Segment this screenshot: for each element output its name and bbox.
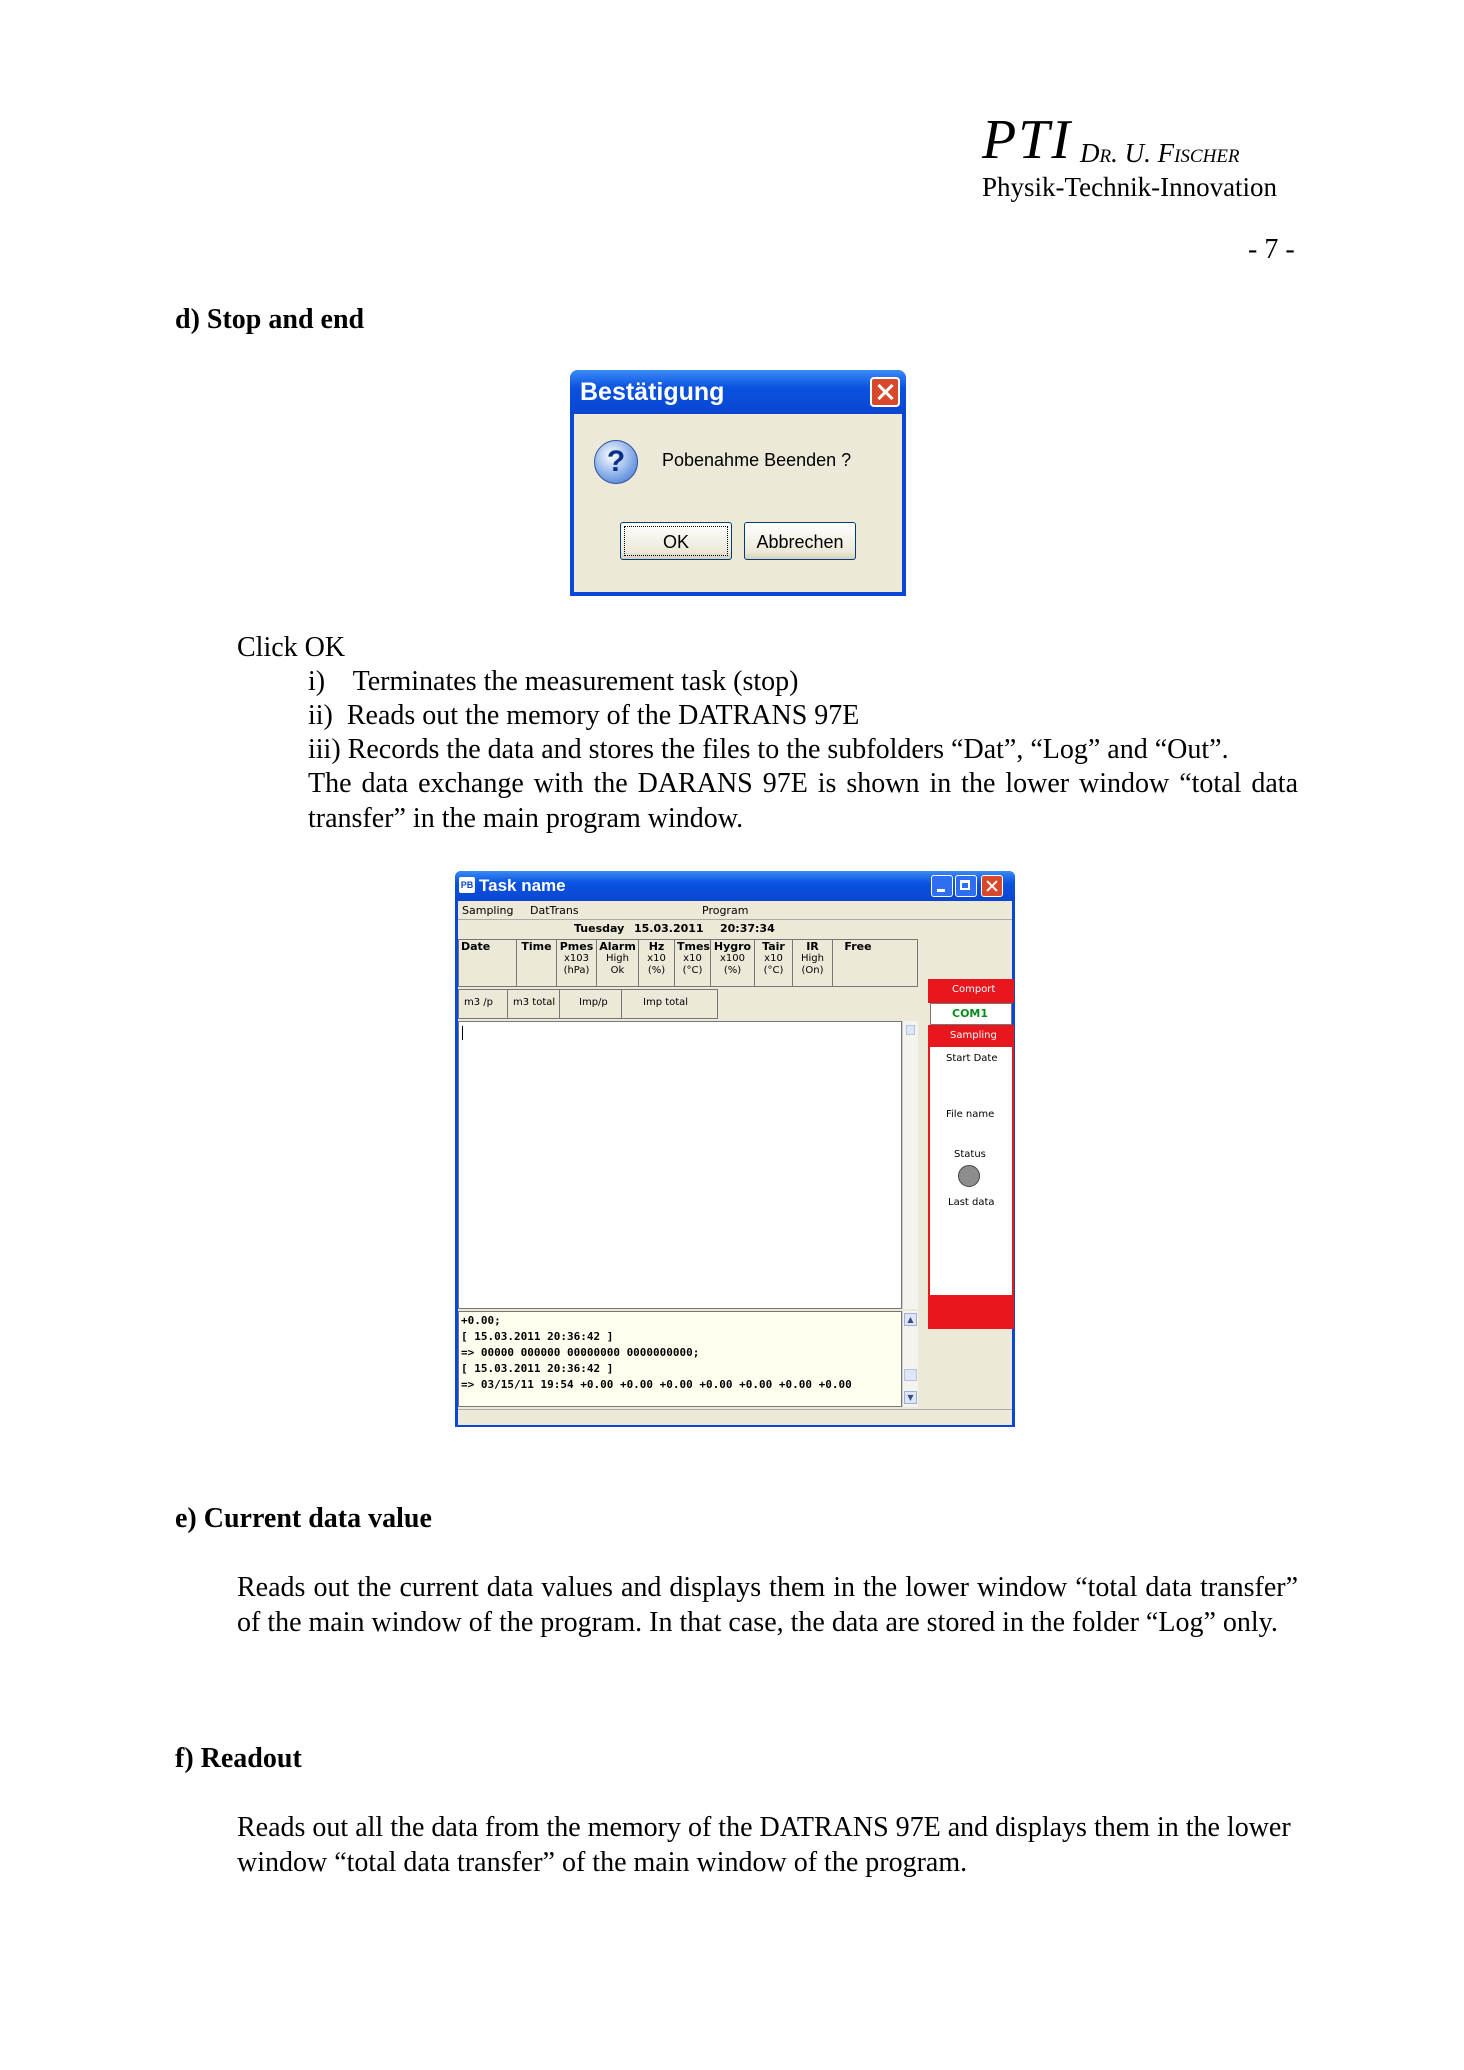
- section-d-heading: d) Stop and end: [175, 304, 365, 335]
- ok-button[interactable]: OK: [620, 522, 732, 560]
- col-alarm: Alarm High Ok: [597, 940, 639, 986]
- col-tmes: Tmes x10 (°C): [675, 940, 711, 986]
- question-icon: ?: [594, 440, 638, 484]
- section-f-paragraph: Reads out all the data from the memory of the DATRANS 97E and displays them in the lower window “total data transfer” of the main window of the program.: [237, 1812, 1291, 1878]
- section-e-heading: e) Current data value: [175, 1503, 432, 1534]
- window-titlebar[interactable]: [455, 871, 1015, 901]
- log-line: [ 15.03.2011 20:36:42 ]: [461, 1330, 614, 1343]
- subcol-imp-p: Imp/p: [579, 997, 608, 1008]
- col-pmes: Pmes x103 (hPa): [557, 940, 597, 986]
- col-hygro: Hygro x100 (%): [711, 940, 755, 986]
- close-icon[interactable]: [981, 875, 1003, 897]
- section-d-paragraph: The data exchange with the DARANS 97E is shown in the lower window “total data transfer” in the main program window.: [308, 768, 1298, 834]
- log-line: => 03/15/11 19:54 +0.00 +0.00 +0.00 +0.00 +0.00 +0.00 +0.00: [461, 1378, 852, 1391]
- window-body: [458, 901, 1012, 1424]
- window-title: Task name: [479, 876, 566, 895]
- section-f-heading: f) Readout: [175, 1743, 302, 1774]
- click-ok-text: Click OK: [237, 632, 346, 663]
- minimize-icon[interactable]: [931, 875, 953, 897]
- col-ir: IR High (On): [793, 940, 833, 986]
- dialog-body: [574, 414, 902, 592]
- sampling-footer: [928, 1295, 1014, 1329]
- menu-sampling[interactable]: Sampling: [462, 904, 514, 917]
- log-line: +0.00;: [461, 1314, 501, 1327]
- maximize-icon[interactable]: [955, 875, 977, 897]
- col-hz: Hz x10 (%): [639, 940, 675, 986]
- col-time: Time: [517, 940, 557, 986]
- date-label: 15.03.2011: [634, 922, 704, 935]
- total-data-transfer-log[interactable]: [458, 1311, 902, 1407]
- task-window: [455, 871, 1015, 1427]
- data-table-area[interactable]: [458, 1021, 902, 1309]
- scroll-down-icon[interactable]: ▼: [904, 1391, 917, 1404]
- cancel-button[interactable]: Abbrechen: [744, 522, 856, 560]
- company-logo: PTI: [982, 109, 1072, 171]
- subcolumn-header: [458, 989, 718, 1019]
- company-subtitle: Physik-Technik-Innovation: [982, 172, 1278, 202]
- day-label: Tuesday: [574, 922, 625, 935]
- scroll-thumb[interactable]: [904, 1369, 917, 1381]
- menu-dattrans[interactable]: DatTrans: [530, 904, 579, 917]
- dialog-title: Bestätigung: [580, 378, 725, 406]
- status-indicator-icon: [958, 1165, 980, 1187]
- log-line: [ 15.03.2011 20:36:42 ]: [461, 1362, 614, 1375]
- start-date-label: Start Date: [946, 1053, 998, 1064]
- log-scrollbar[interactable]: [902, 1311, 918, 1407]
- list-item: ii) Reads out the memory of the DATRANS 97E: [308, 700, 860, 731]
- comport-value: COM1: [952, 1007, 989, 1020]
- last-data-label: Last data: [948, 1197, 995, 1208]
- log-line: => 00000 000000 00000000 0000000000;: [461, 1346, 700, 1359]
- page-number: - 7 -: [1248, 234, 1295, 265]
- app-icon: PB: [459, 877, 475, 893]
- col-date: Date: [459, 940, 517, 986]
- list-item: iii) Records the data and stores the files to the subfolders “Dat”, “Log” and “Out”.: [308, 734, 1229, 765]
- data-scrollbar[interactable]: [902, 1021, 918, 1309]
- col-free: Free: [844, 940, 872, 953]
- comport-label: Comport: [952, 984, 996, 995]
- close-icon[interactable]: [870, 377, 900, 407]
- status-bar: [458, 1409, 1012, 1425]
- time-label: 20:37:34: [720, 922, 775, 935]
- scroll-up-icon[interactable]: ▲: [904, 1313, 917, 1326]
- text-cursor: [462, 1026, 463, 1040]
- confirm-dialog: [570, 370, 906, 596]
- subcol-imp-total: Imp total: [643, 997, 689, 1008]
- menu-program[interactable]: Program: [702, 904, 749, 917]
- dialog-titlebar[interactable]: [570, 370, 906, 414]
- list-item: i) Terminates the measurement task (stop): [308, 666, 799, 697]
- column-header: [458, 939, 918, 987]
- dialog-message: Pobenahme Beenden ?: [662, 450, 852, 470]
- section-e-paragraph: Reads out the current data values and displays them in the lower window “total data transfer” of the main window of the program. In that case, the data are stored in the folder “Log” only.: [237, 1572, 1298, 1638]
- subcol-m3-total: m3 total: [513, 997, 556, 1008]
- sampling-label: Sampling: [950, 1030, 997, 1041]
- company-name: Dr. U. Fischer: [1080, 138, 1240, 168]
- status-label: Status: [954, 1149, 986, 1160]
- file-name-label: File name: [946, 1109, 995, 1120]
- subcol-m3-p: m3 /p: [464, 997, 493, 1008]
- col-tair: Tair x10 (°C): [755, 940, 793, 986]
